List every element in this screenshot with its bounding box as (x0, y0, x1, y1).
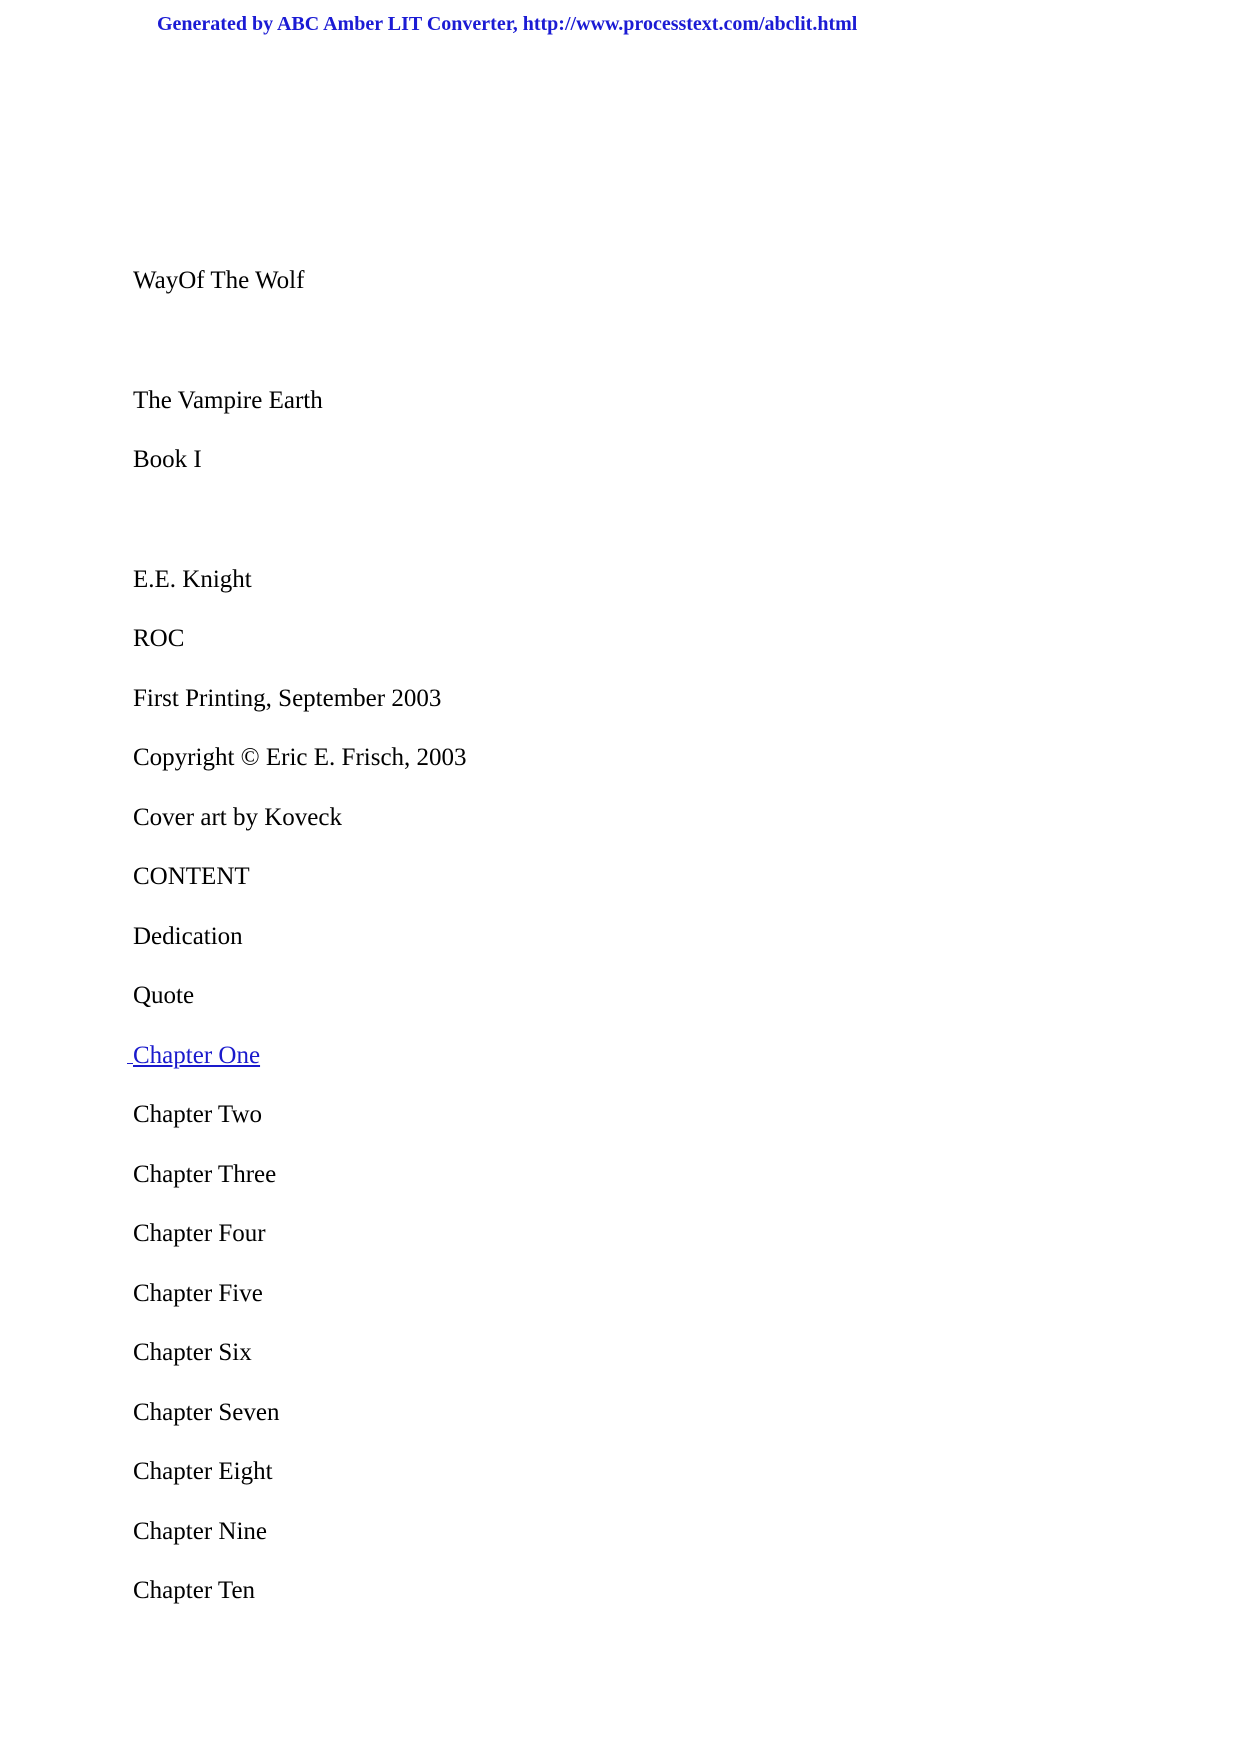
toc-item-chapter-six: Chapter Six (133, 1339, 252, 1366)
publisher-name: ROC (133, 625, 185, 652)
volume-number: Book I (133, 446, 202, 473)
toc-item-chapter-three: Chapter Three (133, 1161, 277, 1188)
printing-info: First Printing, September 2003 (133, 685, 442, 712)
toc-item-chapter-seven: Chapter Seven (133, 1399, 280, 1426)
toc-item-chapter-ten: Chapter Ten (133, 1577, 256, 1604)
author-name: E.E. Knight (133, 566, 252, 593)
toc-item-chapter-eight: Chapter Eight (133, 1458, 273, 1485)
toc-item-chapter-nine: Chapter Nine (133, 1518, 267, 1545)
toc-item-chapter-five: Chapter Five (133, 1280, 263, 1307)
cover-art-credit: Cover art by Koveck (133, 804, 342, 831)
toc-item-dedication: Dedication (133, 923, 243, 950)
toc-link-chapter-one[interactable] (133, 1041, 260, 1071)
toc-item-chapter-two: Chapter Two (133, 1101, 263, 1128)
converter-header: Generated by ABC Amber LIT Converter, http://www.processtext.com/abclit.html (157, 13, 858, 35)
toc-link-chapter-one-label[interactable]: Chapter One (133, 1042, 261, 1069)
book-title: WayOf The Wolf (133, 267, 305, 294)
series-name: The Vampire Earth (133, 387, 323, 414)
toc-item-chapter-four: Chapter Four (133, 1220, 266, 1247)
copyright-notice: Copyright © Eric E. Frisch, 2003 (133, 744, 467, 771)
contents-heading: CONTENT (133, 863, 250, 890)
toc-item-quote: Quote (133, 982, 195, 1009)
